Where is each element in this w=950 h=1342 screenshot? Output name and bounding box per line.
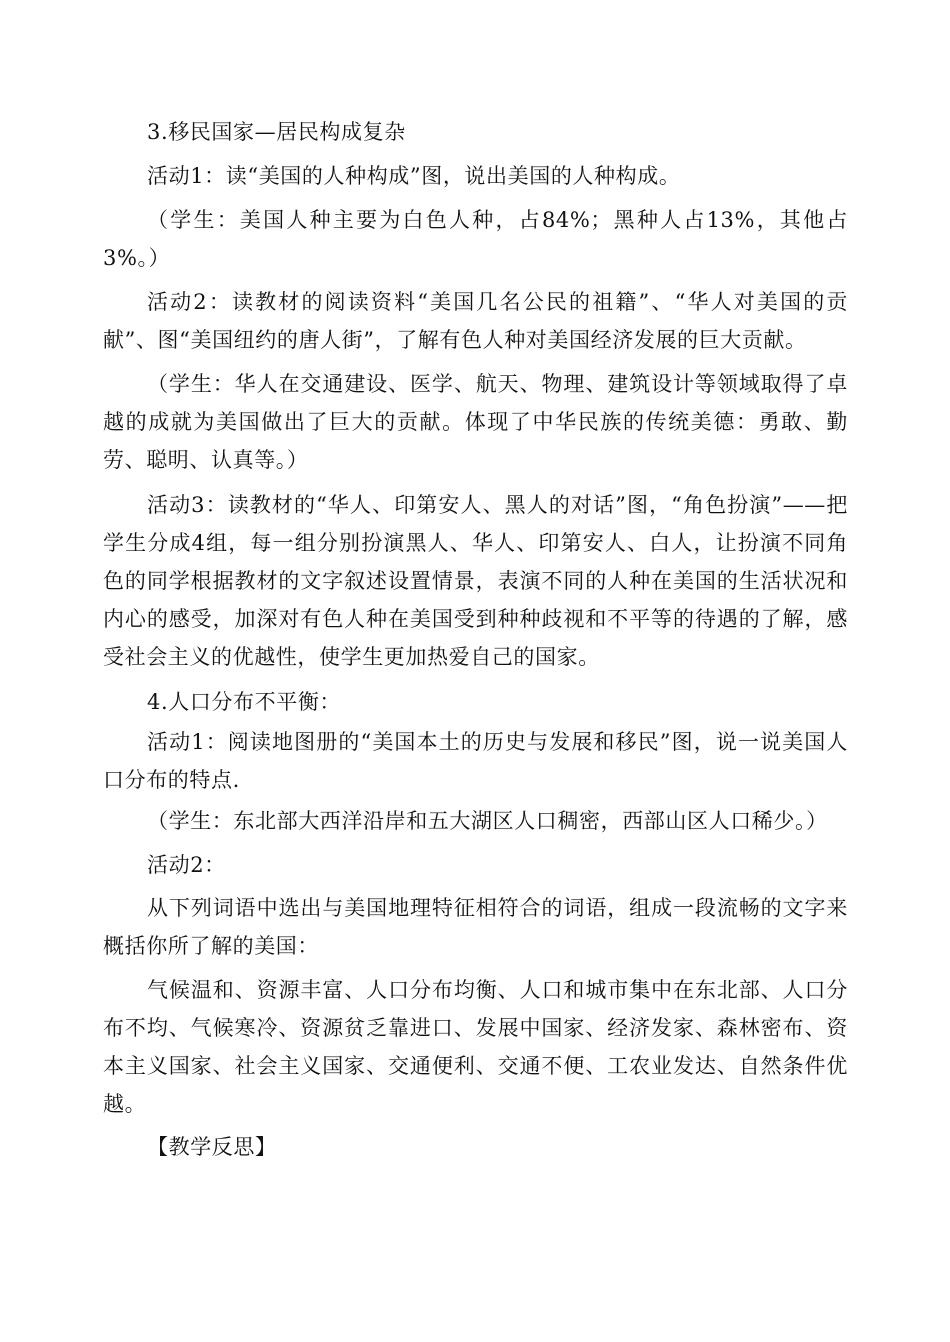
section-heading-4: 4.人口分布不平衡： [147,690,342,714]
answer-4-1: （学生：东北部大西洋沿岸和五大湖区人口稠密，西部山区人口稀少。） [147,809,828,833]
teaching-reflection-heading: 【教学反思】 [147,1135,277,1159]
instruction-4-2: 从下列词语中选出与美国地理特征相符合的词语，组成一段流畅的文字来概括你所了解的美国： [103,896,848,958]
section-heading-3: 3.移民国家—居民构成复杂 [147,120,406,144]
answer-3-2: （学生：华人在交通建设、医学、航天、物理、建筑设计等领域取得了卓越的成就为美国做出了巨大的贡献。体现了中华民族的传统美德：勇敢、勤劳、聪明、认真等。） [103,372,848,472]
activity-3-3: 活动3：读教材的“华人、印第安人、黑人的对话”图，“角色扮演”——把学生分成4组，每一组分别扮演黑人、华人、印第安人、白人，让扮演不同角色的同学根据教材的文字叙述设置情景，表演不同的人种在美国的生活状况和内心的感受，加深对有色人种在美国受到种种歧视和不平等的待遇的了解，感受社会主义的优越性，使学生更加热爱自己的国家。 [103,493,848,669]
activity-4-1: 活动1：阅读地图册的“美国本土的历史与发展和移民”图，说一说美国人口分布的特点. [103,730,848,792]
activity-3-2: 活动2：读教材的阅读资料“美国几名公民的祖籍”、“华人对美国的贡献”、图“美国纽约的唐人街”，了解有色人种对美国经济发展的巨大贡献。 [103,290,848,352]
word-list: 气候温和、资源丰富、人口分布均衡、人口和城市集中在东北部、人口分布不均、气候寒冷、资源贫乏靠进口、发展中国家、经济发家、森林密布、资本主义国家、社会主义国家、交通便利、交通不便、工农业发达、自然条件优越。 [103,978,848,1116]
activity-4-2: 活动2： [147,853,226,877]
answer-3-1: （学生：美国人种主要为白色人种，占84%；黑种人占13%，其他占3%。） [103,208,848,270]
activity-3-1: 活动1：读“美国的人种构成”图，说出美国的人种构成。 [147,164,681,188]
